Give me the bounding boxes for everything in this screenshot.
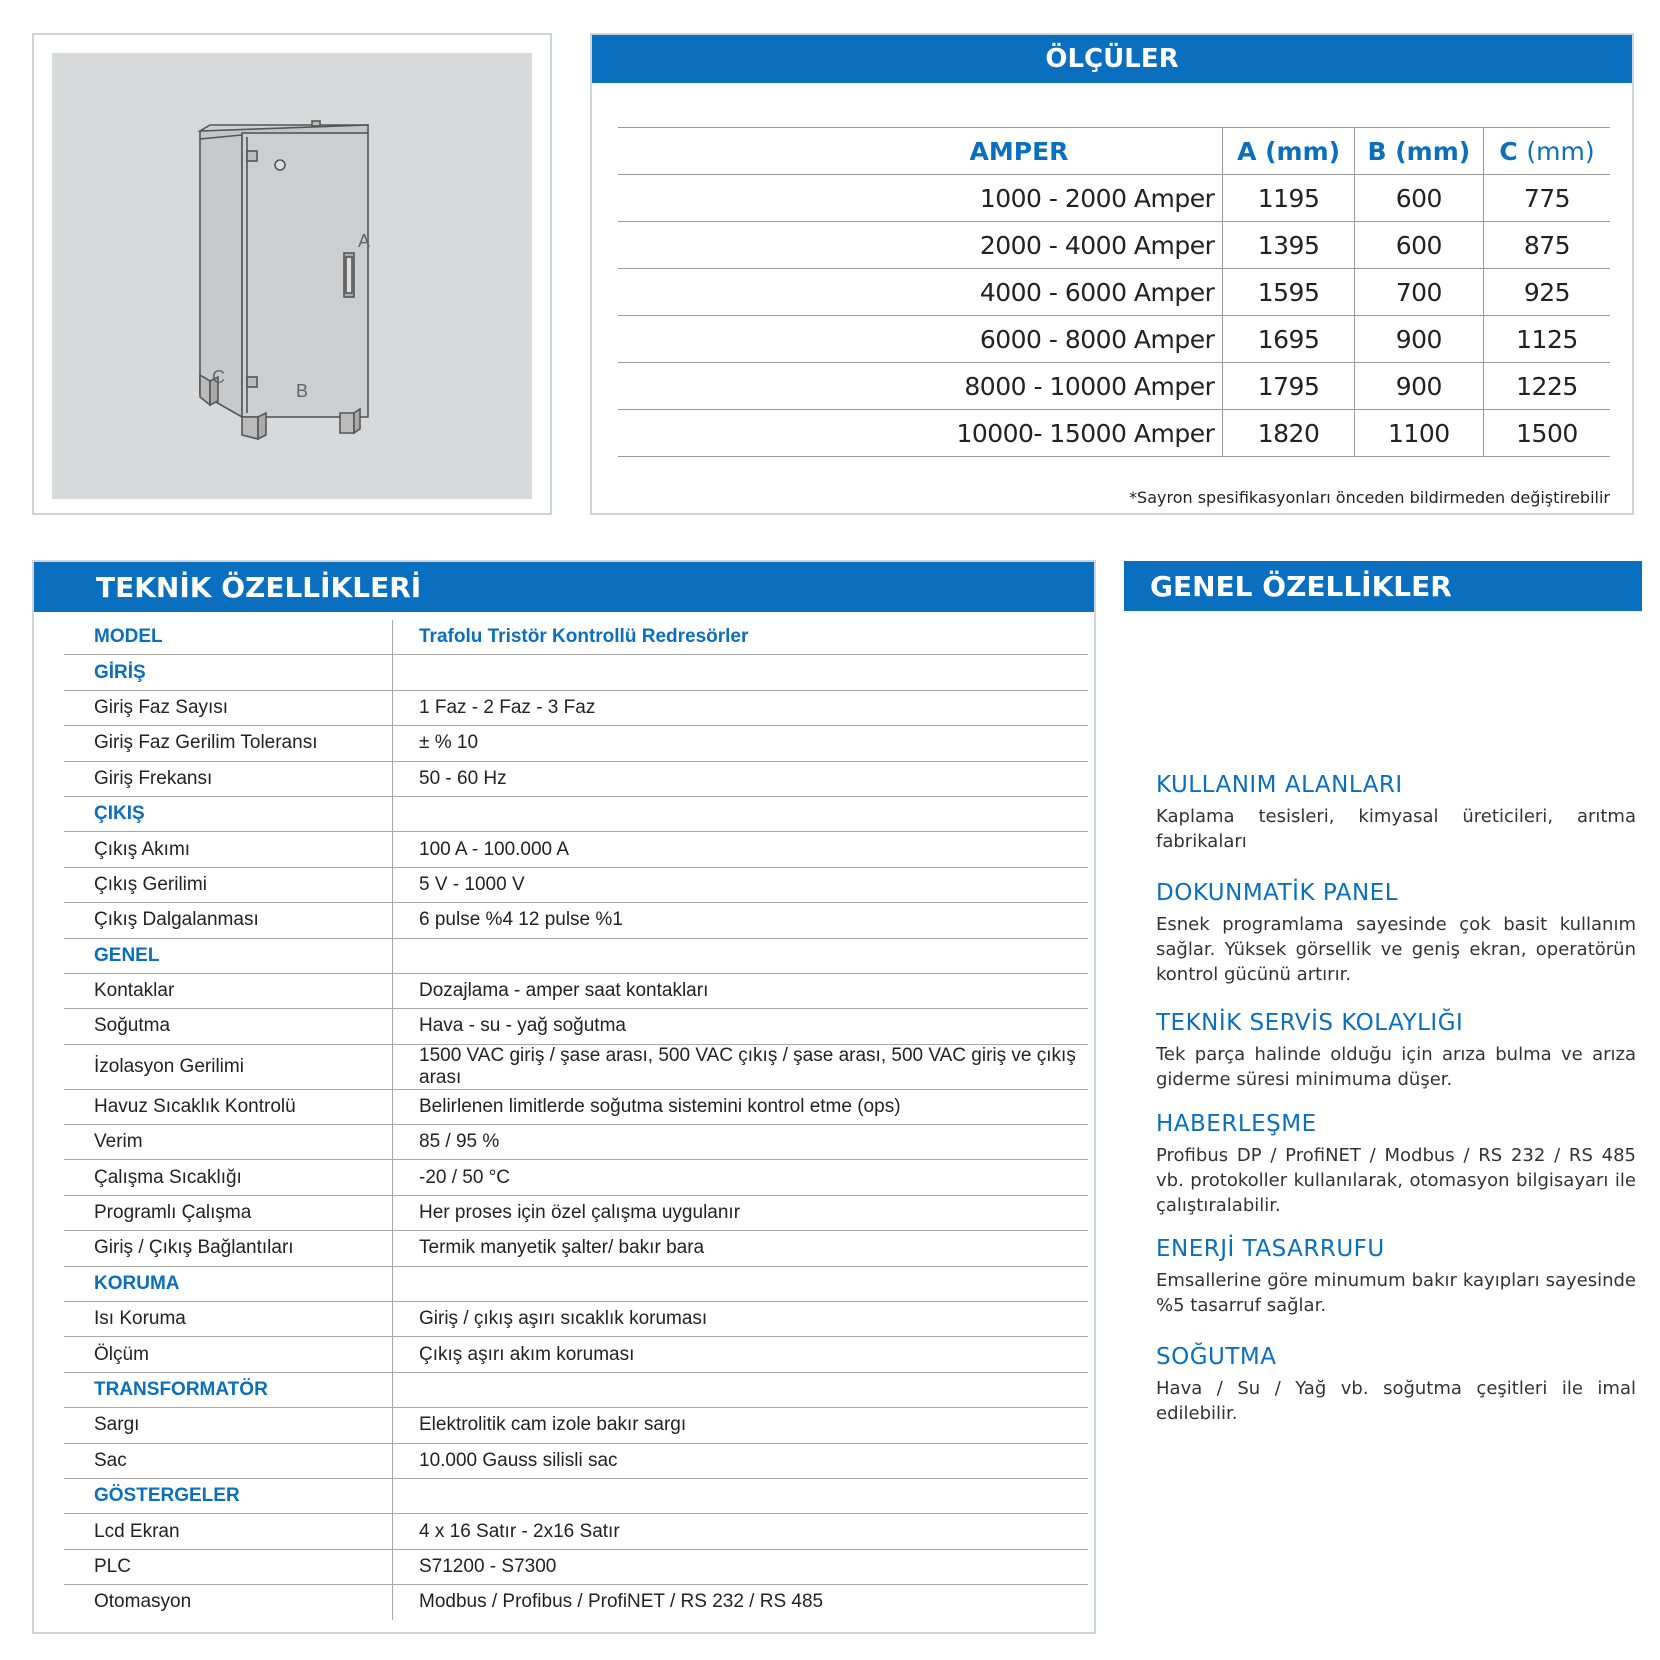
- header-amper: AMPER: [618, 128, 1223, 175]
- spec-key: Soğutma: [64, 1009, 393, 1044]
- feature-text: Tek parça halinde olduğu için arıza bulma ve arıza giderme süresi minimuma düşer.: [1156, 1044, 1636, 1090]
- spec-value: 4 x 16 Satır - 2x16 Satır: [393, 1514, 1089, 1549]
- spec-row: [64, 1231, 1088, 1266]
- spec-key: Giriş / Çıkış Bağlantıları: [64, 1231, 393, 1266]
- spec-value: 10.000 Gauss silisli sac: [393, 1443, 1089, 1478]
- spec-value: Modbus / Profibus / ProfiNET / RS 232 / RS 485: [419, 1591, 824, 1613]
- spec-key: Giriş Faz Sayısı: [64, 690, 393, 725]
- spec-row: [64, 1549, 1088, 1584]
- spec-value: Belirlenen limitlerde soğutma sistemini kontrol etme (ops): [393, 1089, 1089, 1124]
- feature-text: Kaplama tesisleri, kimyasal üreticileri, arıtma fabrikaları: [1156, 806, 1636, 852]
- spec-key: Verim: [64, 1125, 393, 1160]
- feature-title: KULLANIM ALANLARI: [1156, 772, 1403, 798]
- spec-row: [64, 620, 1088, 655]
- spec-value: ± % 10: [393, 726, 1089, 761]
- general-features-title: GENEL ÖZELLİKLER: [1124, 561, 1642, 611]
- spec-key: Otomasyon: [64, 1585, 393, 1620]
- spec-row: [64, 1514, 1088, 1549]
- spec-value: Dozajlama - amper saat kontakları: [393, 973, 1089, 1008]
- spec-key: İzolasyon Gerilimi: [64, 1044, 393, 1089]
- cell-b: 1100: [1354, 410, 1483, 457]
- spec-key: Çıkış Akımı: [64, 832, 393, 867]
- cell-c: 925: [1483, 269, 1610, 316]
- feature-text: Profibus DP / ProfiNET / Modbus / RS 232 / RS 485 vb. protokoller kullanılarak, otomasyon bilgisayarı ile çalıştıralabilir.: [1156, 1145, 1636, 1216]
- cabinet-illustration: [34, 35, 554, 517]
- spec-value: 5 V - 1000 V: [393, 867, 1089, 902]
- dimension-label-b: B: [296, 381, 309, 401]
- spec-section-row: [64, 938, 1088, 973]
- spec-value: 1500 VAC giriş / şase arası, 500 VAC çıkış / şase arası, 500 VAC giriş ve çıkış arası: [393, 1044, 1089, 1089]
- feature-title: SOĞUTMA: [1156, 1344, 1277, 1370]
- dimensions-header-row: [618, 128, 1610, 175]
- spec-row: [64, 1337, 1088, 1372]
- dimension-label-c: C: [212, 367, 225, 387]
- cell-amper: 10000- 15000 Amper: [618, 410, 1223, 457]
- dimensions-row: [618, 410, 1610, 457]
- spec-section-title: KORUMA: [64, 1266, 393, 1301]
- spec-value: Trafolu Tristör Kontrollü Redresörler: [393, 620, 1089, 655]
- feature-text: Emsallerine göre minumum bakır kayıpları sayesinde %5 tasarruf sağlar.: [1156, 1270, 1636, 1316]
- spec-row: [64, 1585, 1088, 1620]
- spec-key: Isı Koruma: [64, 1302, 393, 1337]
- feature-title: HABERLEŞME: [1156, 1111, 1317, 1137]
- header-c-unit: (mm): [1526, 136, 1595, 166]
- product-image-panel: [32, 33, 552, 515]
- spec-value: 100 A - 100.000 A: [393, 832, 1089, 867]
- spec-key: Giriş Frekansı: [64, 761, 393, 796]
- feature-block: [1156, 880, 1636, 987]
- spec-section-title: ÇIKIŞ: [64, 796, 393, 831]
- spec-row: [64, 1125, 1088, 1160]
- feature-block: [1156, 1010, 1636, 1092]
- spec-value: -20 / 50 °C: [393, 1160, 1089, 1195]
- spec-value: 85 / 95 %: [393, 1125, 1089, 1160]
- spec-value: Hava - su - yağ soğutma: [393, 1009, 1089, 1044]
- dimensions-row: [618, 363, 1610, 410]
- spec-value: Her proses için özel çalışma uygulanır: [393, 1195, 1089, 1230]
- cell-amper: 8000 - 10000 Amper: [618, 363, 1223, 410]
- cell-a: 1695: [1223, 316, 1354, 363]
- dimensions-row: [618, 222, 1610, 269]
- spec-value: [393, 1266, 1089, 1301]
- cell-b: 900: [1354, 363, 1483, 410]
- spec-key: Lcd Ekran: [64, 1514, 393, 1549]
- spec-section-title: TRANSFORMATÖR: [64, 1372, 393, 1407]
- spec-row: [64, 1195, 1088, 1230]
- spec-key: Çalışma Sıcaklığı: [64, 1160, 393, 1195]
- feature-title: TEKNİK SERVİS KOLAYLIĞI: [1156, 1010, 1464, 1036]
- spec-section-title: GENEL: [64, 938, 393, 973]
- spec-key: Havuz Sıcaklık Kontrolü: [64, 1089, 393, 1124]
- cell-c: 1225: [1483, 363, 1610, 410]
- feature-block: [1156, 1236, 1636, 1318]
- feature-block: [1156, 1344, 1636, 1426]
- cell-c: 1125: [1483, 316, 1610, 363]
- spec-row: [64, 726, 1088, 761]
- spec-row: [64, 690, 1088, 725]
- spec-row: [64, 1160, 1088, 1195]
- spec-value: 50 - 60 Hz: [393, 761, 1089, 796]
- dimensions-row: [618, 269, 1610, 316]
- spec-key: Çıkış Dalgalanması: [64, 903, 393, 938]
- cell-amper: 6000 - 8000 Amper: [618, 316, 1223, 363]
- technical-specs-panel: [32, 560, 1096, 1634]
- spec-row: [64, 1443, 1088, 1478]
- spec-value: 6 pulse %4 12 pulse %1: [393, 903, 1089, 938]
- spec-row: [64, 832, 1088, 867]
- spec-section-title: GİRİŞ: [64, 655, 393, 690]
- feature-block: [1156, 1111, 1636, 1218]
- feature-text: Esnek programlama sayesinde çok basit kullanım sağlar. Yüksek görsellik ve geniş ekran, operatörün kontrol gücünü artırır.: [1156, 914, 1636, 985]
- spec-key: Kontaklar: [64, 973, 393, 1008]
- spec-key: Sac: [64, 1443, 393, 1478]
- dimensions-row: [618, 175, 1610, 222]
- spec-value: S71200 - S7300: [393, 1549, 1089, 1584]
- spec-row: [64, 973, 1088, 1008]
- dimension-label-a: A: [358, 231, 371, 251]
- dimensions-note: *Sayron spesifikasyonları önceden bildirmeden değiştirebilir: [1129, 488, 1610, 507]
- spec-value: Termik manyetik şalter/ bakır bara: [393, 1231, 1089, 1266]
- feature-block: [1156, 772, 1636, 854]
- spec-row: [64, 1302, 1088, 1337]
- spec-value: Giriş / çıkış aşırı sıcaklık koruması: [393, 1302, 1089, 1337]
- spec-value: [393, 1372, 1089, 1407]
- spec-value: [393, 796, 1089, 831]
- spec-key: Programlı Çalışma: [64, 1195, 393, 1230]
- spec-row: [64, 761, 1088, 796]
- cell-amper: 2000 - 4000 Amper: [618, 222, 1223, 269]
- cell-a: 1395: [1223, 222, 1354, 269]
- cell-b: 600: [1354, 175, 1483, 222]
- cell-a: 1795: [1223, 363, 1354, 410]
- technical-specs-title: TEKNİK ÖZELLİKLERİ: [34, 562, 1094, 612]
- spec-row: [64, 903, 1088, 938]
- cell-b: 700: [1354, 269, 1483, 316]
- spec-section-row: [64, 796, 1088, 831]
- spec-value: Çıkış aşırı akım koruması: [393, 1337, 1089, 1372]
- spec-key: Sargı: [64, 1408, 393, 1443]
- spec-key: Giriş Faz Gerilim Toleransı: [64, 726, 393, 761]
- cell-b: 600: [1354, 222, 1483, 269]
- cell-amper: 1000 - 2000 Amper: [618, 175, 1223, 222]
- spec-key: PLC: [64, 1549, 393, 1584]
- header-c-letter: C: [1499, 136, 1518, 166]
- cell-c: 1500: [1483, 410, 1610, 457]
- spec-row: [64, 1044, 1088, 1089]
- spec-key: Ölçüm: [64, 1337, 393, 1372]
- header-c: [1483, 128, 1610, 175]
- dimensions-title: ÖLÇÜLER: [592, 35, 1632, 83]
- spec-value: [393, 938, 1089, 973]
- cell-a: 1195: [1223, 175, 1354, 222]
- header-b: B (mm): [1354, 128, 1483, 175]
- spec-value: [393, 655, 1089, 690]
- dimensions-panel: [590, 33, 1634, 515]
- spec-section-title: GÖSTERGELER: [64, 1478, 393, 1513]
- dimensions-row: [618, 316, 1610, 363]
- spec-row: [64, 1009, 1088, 1044]
- spec-value: [393, 1478, 1089, 1513]
- spec-row: [64, 867, 1088, 902]
- feature-title: DOKUNMATİK PANEL: [1156, 880, 1399, 906]
- spec-key: Çıkış Gerilimi: [64, 867, 393, 902]
- spec-value: Elektrolitik cam izole bakır sargı: [393, 1408, 1089, 1443]
- spec-row: [64, 1089, 1088, 1124]
- spec-section-row: [64, 1372, 1088, 1407]
- cell-a: 1820: [1223, 410, 1354, 457]
- spec-section-row: [64, 655, 1088, 690]
- cell-amper: 4000 - 6000 Amper: [618, 269, 1223, 316]
- cell-a: 1595: [1223, 269, 1354, 316]
- spec-row: [64, 1408, 1088, 1443]
- feature-text: Hava / Su / Yağ vb. soğutma çeşitleri ile imal edilebilir.: [1156, 1378, 1636, 1424]
- cell-b: 900: [1354, 316, 1483, 363]
- technical-specs-table: [64, 620, 1088, 1620]
- header-a: A (mm): [1223, 128, 1354, 175]
- feature-title: ENERJİ TASARRUFU: [1156, 1236, 1385, 1262]
- cell-c: 775: [1483, 175, 1610, 222]
- spec-section-row: [64, 1478, 1088, 1513]
- spec-section-row: [64, 1266, 1088, 1301]
- spec-value: 1 Faz - 2 Faz - 3 Faz: [393, 690, 1089, 725]
- spec-key: MODEL: [64, 620, 393, 655]
- cell-c: 875: [1483, 222, 1610, 269]
- dimensions-table: [618, 127, 1610, 457]
